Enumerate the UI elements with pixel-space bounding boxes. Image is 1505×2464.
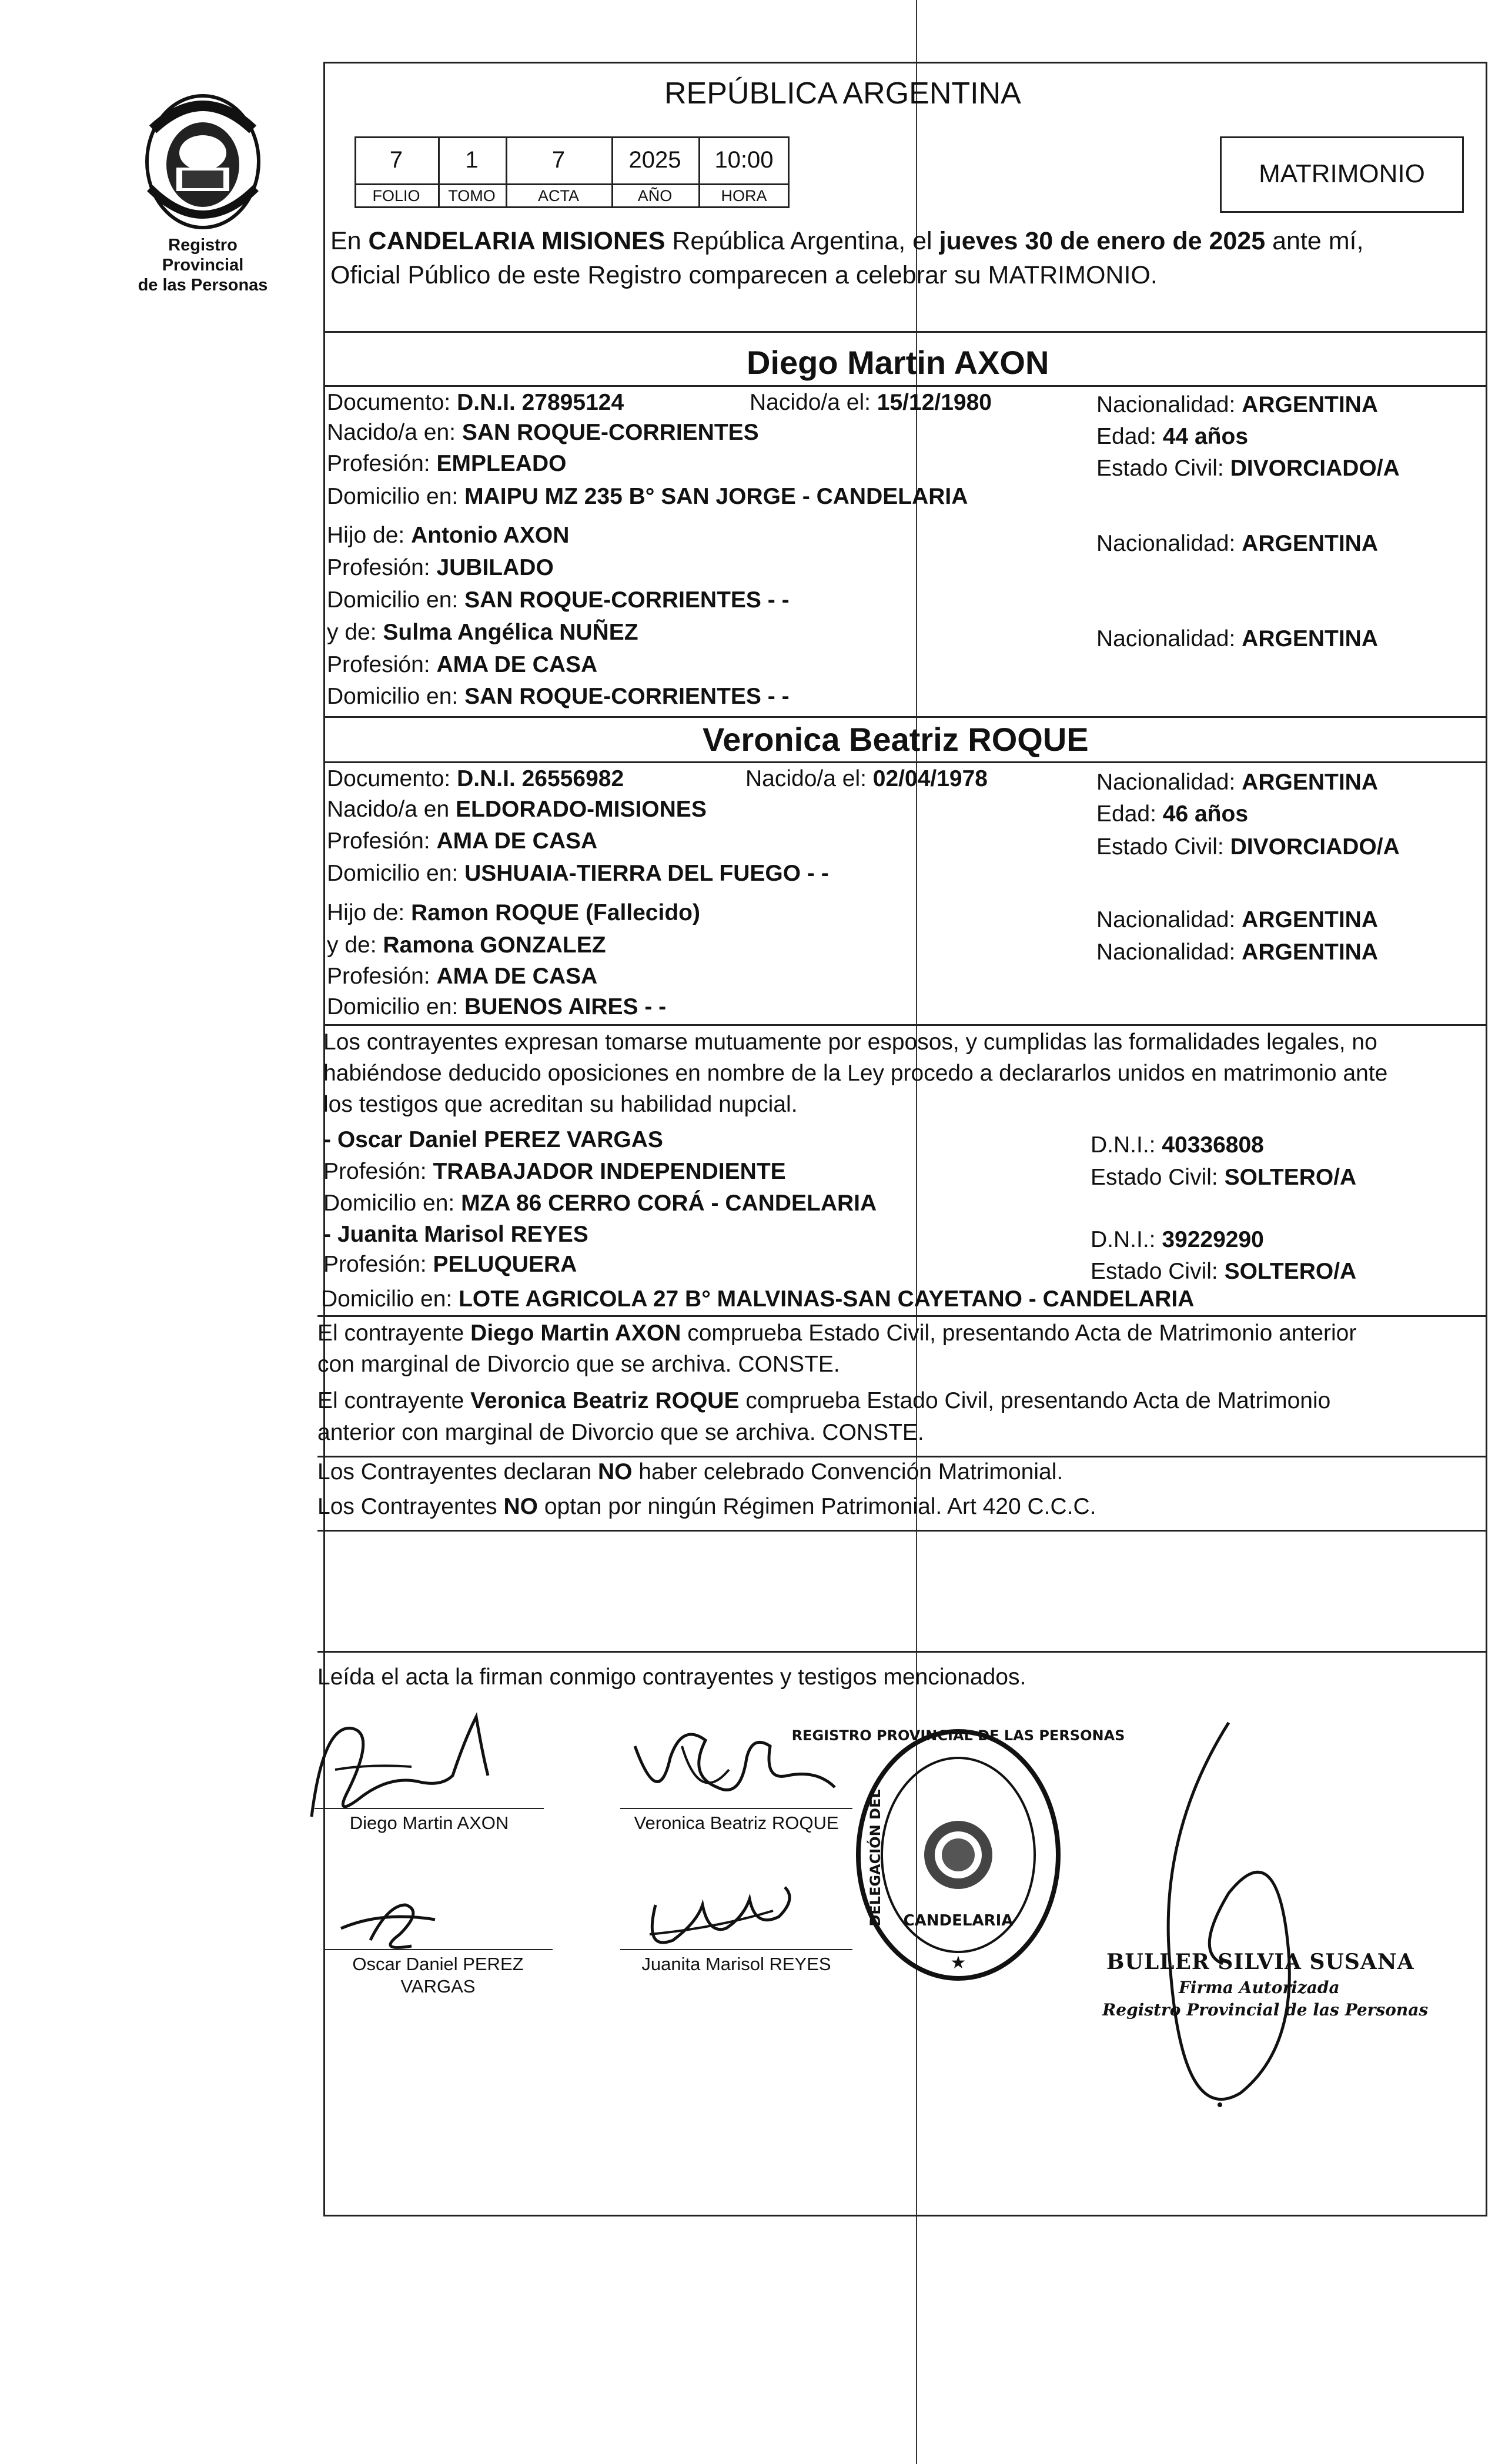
declaration-line-1: Los contrayentes expresan tomarse mutuamente por esposos, y cumplidas las formalidades legales, no (323, 1029, 1377, 1055)
bride-civil-status: Estado Civil: DIVORCIADO/A (1096, 834, 1400, 860)
bride-father: Hijo de: Ramon ROQUE (Fallecido) (327, 900, 700, 925)
witness-1-signature (335, 1893, 464, 1958)
bride-address: Domicilio en: USHUAIA-TIERRA DEL FUEGO - - (327, 861, 829, 886)
note-groom-line-2: con marginal de Divorcio que se archiva. CONSTE. (317, 1352, 840, 1377)
note-groom-line-1: El contrayente Diego Martin AXON comprueba Estado Civil, presentando Acta de Matrimonio anterior (317, 1320, 1357, 1346)
witness-1-signature-line (323, 1949, 553, 1950)
groom-profession: Profesión: EMPLEADO (327, 451, 567, 476)
registry-name: Registro Provincial de las Personas (138, 236, 268, 295)
witness-2-dni: D.N.I.: 39229290 (1091, 1227, 1264, 1252)
official-signature (1152, 1717, 1305, 2140)
year-label: AÑO (637, 187, 673, 205)
groom-name: Diego Martin AXON (747, 344, 1049, 381)
doc-type: MATRIMONIO (1259, 159, 1425, 188)
bride-born-on: Nacido/a el: 02/04/1978 (745, 766, 988, 791)
witness-2-profession: Profesión: PELUQUERA (323, 1252, 577, 1277)
bride-profession: Profesión: AMA DE CASA (327, 828, 598, 854)
intro-line-2: Oficial Público de este Registro comparecen a celebrar su MATRIMONIO. (330, 261, 1158, 289)
bride-age: Edad: 46 años (1096, 801, 1249, 827)
folio-label: FOLIO (372, 187, 420, 205)
groom-mother: y de: Sulma Angélica NUÑEZ (327, 620, 638, 645)
year-value: 2025 (628, 147, 681, 173)
svg-text:DELEGACIÓN DEL: DELEGACIÓN DEL (867, 1789, 884, 1927)
groom-civil-status: Estado Civil: DIVORCIADO/A (1096, 456, 1400, 481)
folio-value: 7 (389, 147, 403, 173)
registry-logo (126, 88, 279, 295)
groom-mother-profession: Profesión: AMA DE CASA (327, 652, 598, 677)
witness-2-signature-caption: Juanita Marisol REYES (641, 1954, 831, 1974)
groom-mother-nationality: Nacionalidad: ARGENTINA (1096, 626, 1379, 651)
hour-value: 10:00 (714, 147, 774, 173)
convention-note: Los Contrayentes declaran NO haber celebrado Convención Matrimonial. (317, 1459, 1063, 1485)
groom-signature-line (315, 1808, 544, 1809)
groom-document: Documento: D.N.I. 27895124 (327, 390, 624, 415)
official-name: BULLER SILVIA SUSANA (1106, 1950, 1414, 1974)
tomo-label: TOMO (448, 187, 496, 205)
witness-1-dni: D.N.I.: 40336808 (1091, 1132, 1264, 1158)
witness-1-profession: Profesión: TRABAJADOR INDEPENDIENTE (323, 1159, 786, 1184)
witness-1-civil-status: Estado Civil: SOLTERO/A (1091, 1165, 1357, 1190)
closing-text: Leída el acta la firman conmigo contrayentes y testigos mencionados. (317, 1664, 1026, 1690)
witness-2-name: - Juanita Marisol REYES (323, 1222, 588, 1247)
groom-age: Edad: 44 años (1096, 424, 1249, 449)
witness-2-civil-status: Estado Civil: SOLTERO/A (1091, 1259, 1357, 1284)
witness-1-signature-caption: Oscar Daniel PEREZ VARGAS (352, 1954, 524, 1997)
note-bride-line-1: El contrayente Veronica Beatriz ROQUE comprueba Estado Civil, presentando Acta de Matrimonio (317, 1388, 1331, 1413)
tomo-value: 1 (465, 147, 479, 173)
hour-label: HORA (721, 187, 767, 205)
bride-signature-caption: Veronica Beatriz ROQUE (634, 1813, 839, 1833)
declaration-line-2: habiéndose deducido oposiciones en nombre de la Ley procedo a declararlos unidos en matrimonio ante (323, 1061, 1388, 1086)
groom-born-in: Nacido/a en: SAN ROQUE-CORRIENTES (327, 420, 759, 445)
official-org: Registro Provincial de las Personas (1102, 2000, 1429, 2020)
bride-nationality: Nacionalidad: ARGENTINA (1096, 770, 1379, 795)
svg-text:★: ★ (950, 1953, 966, 1973)
bride-mother-address: Domicilio en: BUENOS AIRES - - (327, 994, 667, 1019)
note-bride-line-2: anterior con marginal de Divorcio que se archiva. CONSTE. (317, 1420, 924, 1445)
groom-address: Domicilio en: MAIPU MZ 235 B° SAN JORGE - CANDELARIA (327, 484, 968, 509)
declaration-line-3: los testigos que acreditan su habilidad nupcial. (323, 1092, 798, 1117)
witness-2-address: Domicilio en: LOTE AGRICOLA 27 B° MALVINAS-SAN CAYETANO - CANDELARIA (321, 1286, 1195, 1312)
acta-value: 7 (551, 147, 566, 173)
groom-father-address: Domicilio en: SAN ROQUE-CORRIENTES - - (327, 587, 790, 613)
witness-2-signature-line (620, 1949, 852, 1950)
groom-signature-caption: Diego Martin AXON (349, 1813, 509, 1833)
witness-1-name: - Oscar Daniel PEREZ VARGAS (323, 1127, 663, 1152)
bride-born-in: Nacido/a en ELDORADO-MISIONES (327, 797, 707, 822)
groom-born-on: Nacido/a el: 15/12/1980 (750, 390, 992, 415)
svg-text:REGISTRO PROVINCIAL DE LAS PER: REGISTRO PROVINCIAL DE LAS PERSONAS (791, 1727, 1125, 1744)
bride-document: Documento: D.N.I. 26556982 (327, 766, 624, 791)
bride-mother: y de: Ramona GONZALEZ (327, 932, 606, 958)
bride-mother-profession: Profesión: AMA DE CASA (327, 964, 598, 989)
bride-signature-line (620, 1808, 852, 1809)
groom-father-profession: Profesión: JUBILADO (327, 555, 554, 580)
witness-1-address: Domicilio en: MZA 86 CERRO CORÁ - CANDELARIA (323, 1191, 877, 1216)
provincial-coat-of-arms-icon (126, 88, 279, 235)
bride-father-nationality: Nacionalidad: ARGENTINA (1096, 907, 1379, 932)
groom-father: Hijo de: Antonio AXON (327, 523, 570, 548)
bride-mother-nationality: Nacionalidad: ARGENTINA (1096, 940, 1379, 965)
groom-mother-address: Domicilio en: SAN ROQUE-CORRIENTES - - (327, 684, 790, 709)
official-seal-icon (791, 1723, 1125, 1987)
groom-signature (300, 1705, 547, 1828)
official-title: Firma Autorizada (1179, 1978, 1340, 1997)
regime-note: Los Contrayentes NO optan por ningún Régimen Patrimonial. Art 420 C.C.C. (317, 1494, 1096, 1519)
groom-nationality: Nacionalidad: ARGENTINA (1096, 392, 1379, 417)
groom-father-nationality: Nacionalidad: ARGENTINA (1096, 531, 1379, 556)
acta-label: ACTA (537, 187, 579, 205)
page-title: REPÚBLICA ARGENTINA (664, 76, 1021, 111)
witness-2-signature (632, 1870, 808, 1958)
svg-text:CANDELARIA: CANDELARIA (903, 1912, 1014, 1930)
intro-line-1: En CANDELARIA MISIONES República Argentina, el jueves 30 de enero de 2025 ante mí, (330, 227, 1364, 255)
bride-name: Veronica Beatriz ROQUE (703, 721, 1089, 758)
